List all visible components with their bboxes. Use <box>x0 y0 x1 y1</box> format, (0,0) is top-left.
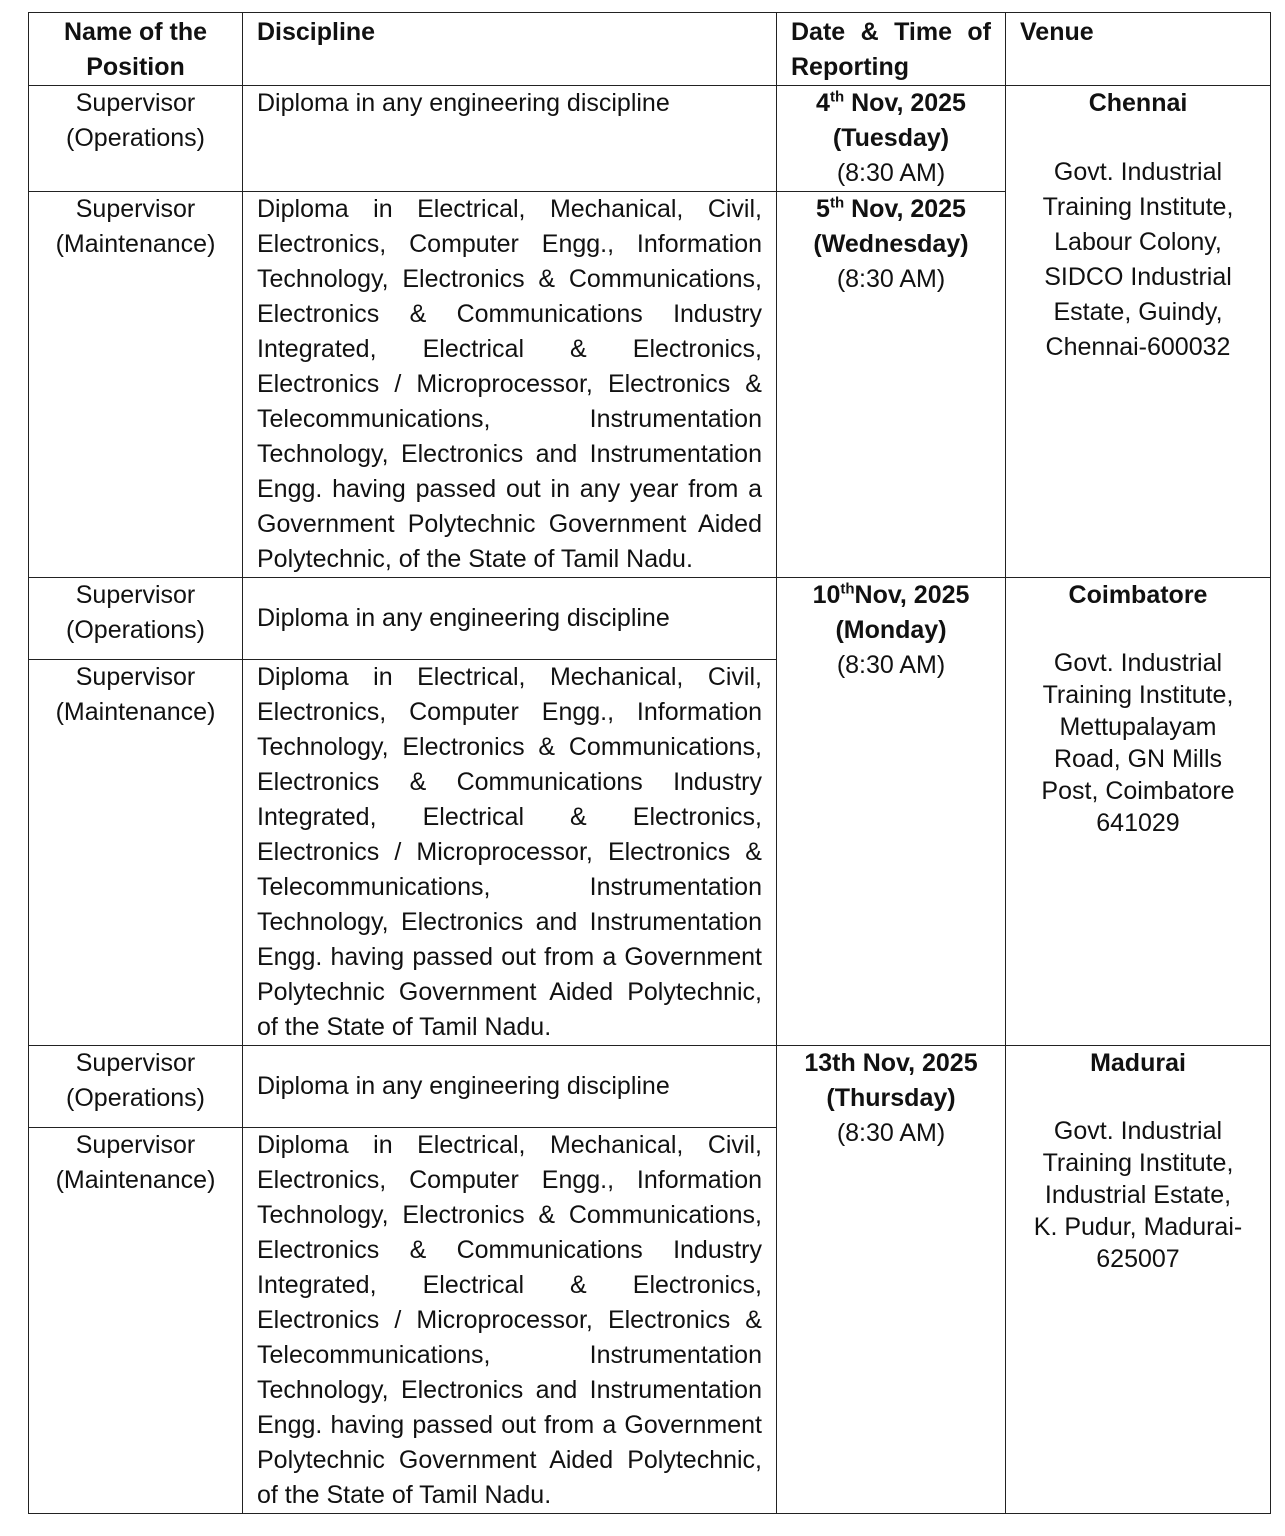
discipline-cell: Diploma in any engineering discipline <box>243 578 777 660</box>
position-cell: Supervisor (Maintenance) <box>29 192 243 578</box>
position-cell: Supervisor (Operations) <box>29 578 243 660</box>
position-cell: Supervisor (Operations) <box>29 86 243 192</box>
reporting-schedule-table <box>28 12 1271 1514</box>
table-row <box>29 1046 1271 1128</box>
header-date-time: Date & Time of Reporting <box>777 13 1006 86</box>
discipline-cell: Diploma in Electrical, Mechanical, Civil, Electronics, Computer Engg., Information Technology, Electronics & Communications, Electronics & Communications Industry Integrated, Electrical & Electronics, Electronics / Microprocessor, Electronics & Telecommunications, Instrumentation Technology, Electronics and Instrumentation Engg. having passed out from a Government Polytechnic Government Aided Polytechnic, of the State of Tamil Nadu. <box>243 1128 777 1514</box>
table-header-row <box>29 13 1271 86</box>
discipline-cell: Diploma in any engineering discipline <box>243 1046 777 1128</box>
venue-cell: Chennai Govt. Industrial Training Institute, Labour Colony, SIDCO Industrial Estate, Guindy, Chennai-600032 <box>1006 86 1271 578</box>
venue-cell: Madurai Govt. Industrial Training Institute, Industrial Estate, K. Pudur, Madurai- 625007 <box>1006 1046 1271 1514</box>
position-cell: Supervisor (Operations) <box>29 1046 243 1128</box>
date-cell: 10thNov, 2025 (Monday) (8:30 AM) <box>777 578 1006 1046</box>
position-cell: Supervisor (Maintenance) <box>29 1128 243 1514</box>
header-discipline: Discipline <box>243 13 777 86</box>
position-cell: Supervisor (Maintenance) <box>29 660 243 1046</box>
date-cell: 5th Nov, 2025 (Wednesday) (8:30 AM) <box>777 192 1006 578</box>
table-row <box>29 86 1271 192</box>
header-venue: Venue <box>1006 13 1271 86</box>
discipline-cell: Diploma in Electrical, Mechanical, Civil, Electronics, Computer Engg., Information Technology, Electronics & Communications, Electronics & Communications Industry Integrated, Electrical & Electronics, Electronics / Microprocessor, Electronics & Telecommunications, Instrumentation Technology, Electronics and Instrumentation Engg. having passed out in any year from a Government Polytechnic Government Aided Polytechnic, of the State of Tamil Nadu. <box>243 192 777 578</box>
date-cell: 13th Nov, 2025 (Thursday) (8:30 AM) <box>777 1046 1006 1514</box>
header-position: Name of the Position <box>29 13 243 86</box>
date-cell: 4th Nov, 2025 (Tuesday) (8:30 AM) <box>777 86 1006 192</box>
discipline-cell: Diploma in any engineering discipline <box>243 86 777 192</box>
table-row <box>29 578 1271 660</box>
discipline-cell: Diploma in Electrical, Mechanical, Civil, Electronics, Computer Engg., Information Technology, Electronics & Communications, Electronics & Communications Industry Integrated, Electrical & Electronics, Electronics / Microprocessor, Electronics & Telecommunications, Instrumentation Technology, Electronics and Instrumentation Engg. having passed out from a Government Polytechnic Government Aided Polytechnic, of the State of Tamil Nadu. <box>243 660 777 1046</box>
venue-cell: Coimbatore Govt. Industrial Training Institute, Mettupalayam Road, GN Mills Post, Coimbatore 641029 <box>1006 578 1271 1046</box>
